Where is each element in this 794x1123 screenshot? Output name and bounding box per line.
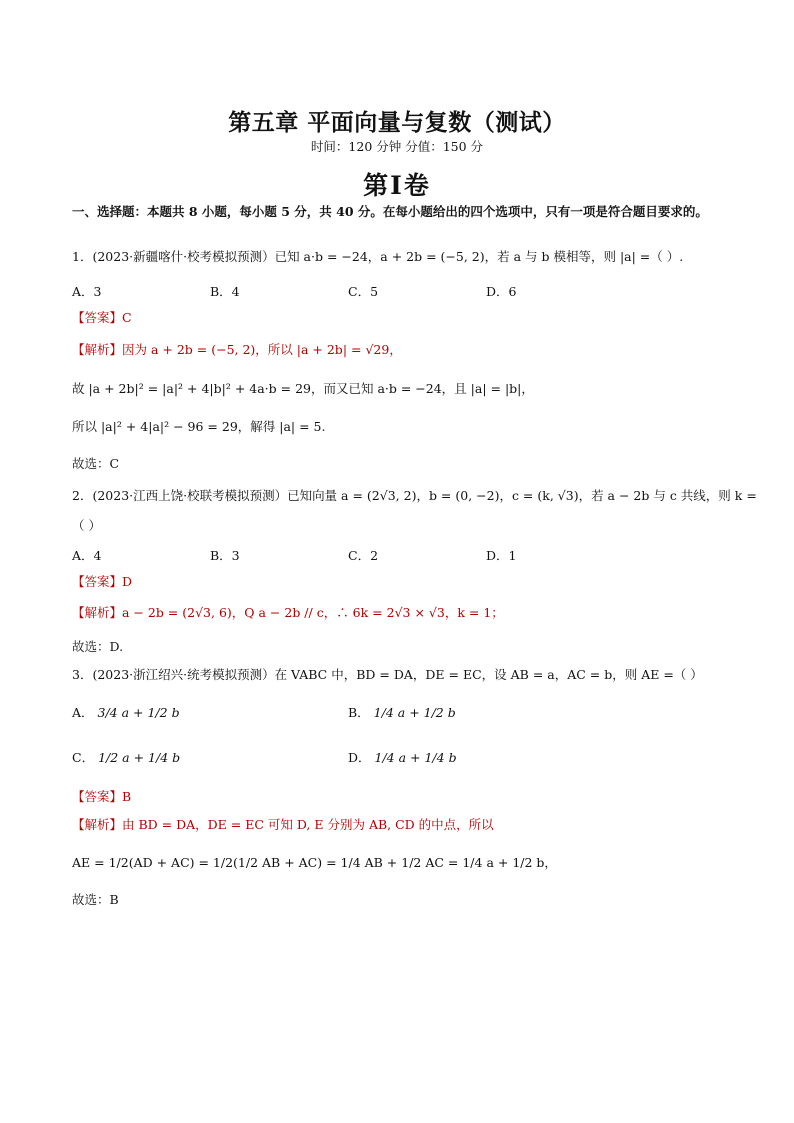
q2-answer: 【答案】D — [72, 574, 133, 589]
q3-option-c-label: C． — [72, 750, 95, 765]
q3-option-b — [348, 703, 456, 721]
q3-option-a-expr: 3/4 a + 1/2 b — [97, 705, 180, 720]
q3-option-c-expr: 1/2 a + 1/4 b — [98, 750, 181, 765]
q2-option-b: B．3 — [210, 548, 240, 563]
q2-choice: 故选：D. — [72, 639, 124, 654]
q1-option-b: B．4 — [210, 284, 240, 299]
q1-option-c: C．5 — [348, 284, 379, 299]
question-2-stem: 2．(2023·江西上饶·校联考模拟预测）已知向量 a = (2√3, 2)，b = (0, −2)，c = (k, √3)，若 a − 2b 与 c 共线，则 k = — [72, 488, 757, 503]
part-title: 第Ⅰ卷 — [363, 171, 431, 200]
q2-option-c: C．2 — [348, 548, 379, 563]
q1-analysis-line-3: 所以 |a|² + 4|a|² − 96 = 29，解得 |a| = 5. — [72, 419, 326, 434]
question-3-stem: 3．(2023·浙江绍兴·统考模拟预测）在 VABC 中，BD = DA，DE = EC，设 AB = a，AC = b，则 AE =（ ） — [72, 667, 703, 682]
q3-option-a — [72, 703, 180, 721]
q1-choice: 故选：C — [72, 456, 120, 471]
q1-option-d: D．6 — [486, 284, 517, 299]
q3-option-d-label: D． — [348, 750, 371, 765]
q3-analysis-line-1: 【解析】由 BD = DA，DE = EC 可知 D, E 分别为 AB, CD 的中点，所以 — [72, 817, 494, 832]
q2-option-d: D．1 — [486, 548, 517, 563]
q1-analysis-line-1: 【解析】因为 a + 2b = (−5, 2)，所以 |a + 2b| = √29， — [72, 342, 402, 357]
q3-option-b-expr: 1/4 a + 1/2 b — [373, 705, 456, 720]
q2-option-a: A．4 — [72, 548, 102, 563]
question-2-stem-cont: （ ） — [72, 518, 101, 533]
q3-option-b-label: B． — [348, 705, 370, 720]
time-score-line: 时间：120 分钟 分值：150 分 — [310, 139, 484, 154]
q3-option-d-expr: 1/4 a + 1/4 b — [374, 750, 457, 765]
q1-answer: 【答案】C — [72, 310, 132, 325]
q3-choice: 故选：B — [72, 892, 119, 907]
question-1-stem: 1．(2023·新疆喀什·校考模拟预测）已知 a·b = −24，a + 2b = (−5, 2)，若 a 与 b 模相等，则 |a| =（ ）. — [72, 249, 684, 264]
q3-analysis-line-2: AE = 1/2(AD + AC) = 1/2(1/2 AB + AC) = 1/4 AB + 1/2 AC = 1/4 a + 1/2 b， — [72, 855, 557, 870]
q3-option-d — [348, 748, 457, 766]
section-heading: 一、选择题：本题共 8 小题，每小题 5 分，共 40 分。在每小题给出的四个选项中，只有一项是符合题目要求的。 — [72, 204, 708, 219]
chapter-title: 第五章 平面向量与复数（测试） — [228, 110, 566, 136]
q2-analysis-line-1: 【解析】a − 2b = (2√3, 6)，Q a − 2b // c，∴ 6k = 2√3 × √3，k = 1； — [72, 605, 504, 620]
q3-option-c — [72, 748, 180, 766]
q1-analysis-line-2: 故 |a + 2b|² = |a|² + 4|b|² + 4a·b = 29，而又已知 a·b = −24，且 |a| = |b|， — [72, 381, 534, 396]
q3-answer: 【答案】B — [72, 789, 132, 804]
q3-option-a-label: A． — [72, 705, 94, 720]
q1-option-a: A．3 — [72, 284, 102, 299]
